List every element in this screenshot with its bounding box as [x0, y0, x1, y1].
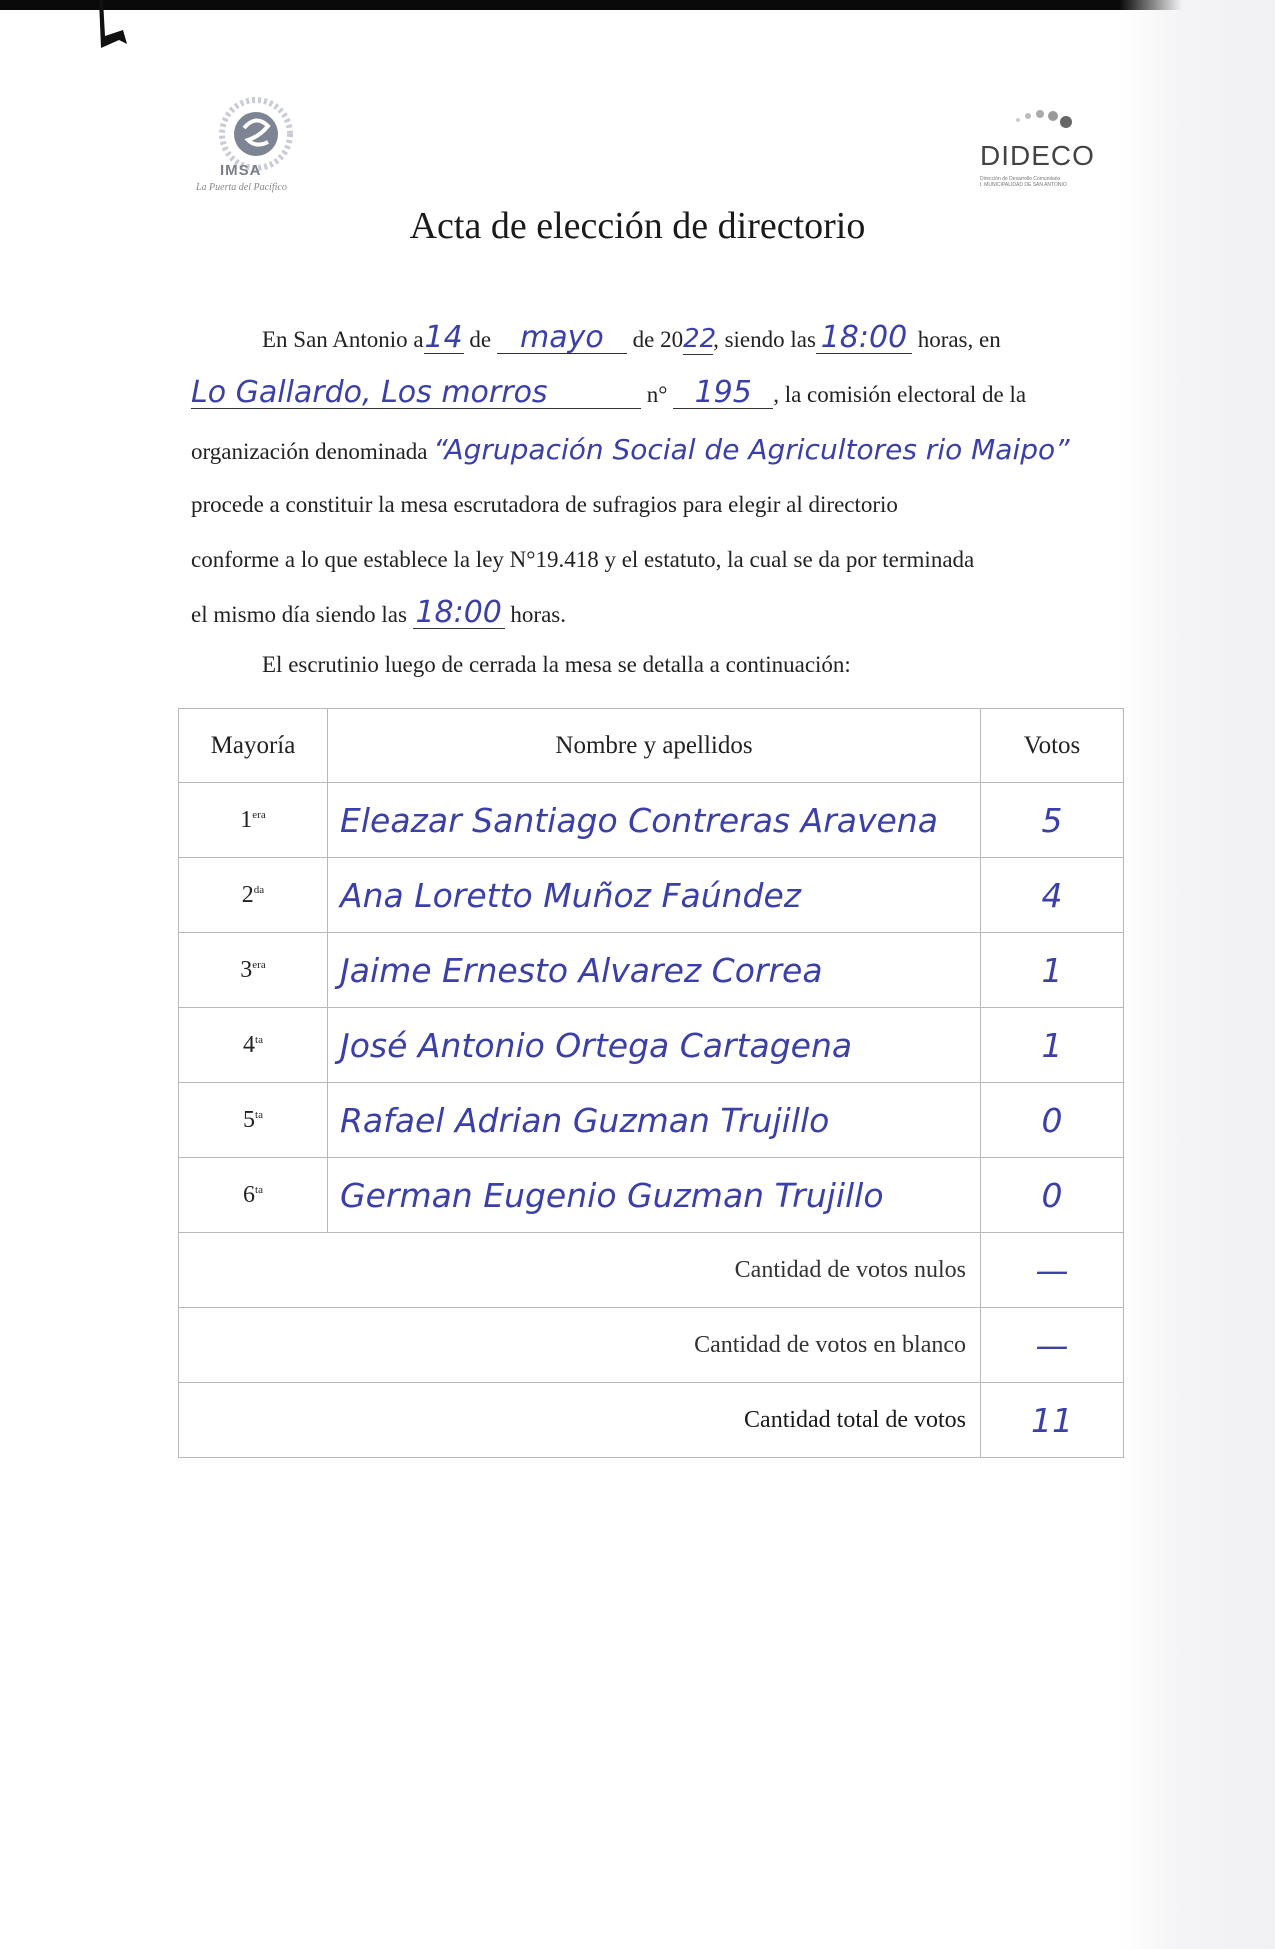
rank-cell: [179, 858, 328, 933]
candidate-name: Ana Loretto Muñoz Faúndez: [328, 858, 981, 933]
rank-number: 1: [240, 806, 253, 833]
year-field: 22: [683, 324, 717, 354]
blank-votes-row: [179, 1308, 1124, 1383]
results-table: [178, 708, 1124, 1458]
table-row: [179, 1083, 1124, 1158]
candidate-votes: 5: [981, 783, 1124, 858]
rank-number: 6: [243, 1181, 256, 1208]
header-votos: Votos: [981, 709, 1124, 783]
text-siendo-las: , siendo las: [713, 327, 816, 352]
rank-suffix: era: [252, 958, 266, 971]
para-line-5: conforme a lo que establece la ley N°19.418 y el estatuto, la cual se da por terminada: [191, 547, 975, 572]
total-votes-label: Cantidad total de votos: [179, 1383, 981, 1458]
rank-number: 3: [240, 956, 253, 983]
candidate-votes: 4: [981, 858, 1124, 933]
candidate-votes: 1: [981, 933, 1124, 1008]
table-row: [179, 783, 1124, 858]
imsa-tagline: La Puerta del Pacífico: [196, 182, 287, 193]
candidate-votes: 1: [981, 1008, 1124, 1083]
start-time-field: 18:00: [816, 323, 912, 354]
text-de: de: [469, 327, 492, 352]
candidate-name: Rafael Adrian Guzman Trujillo: [328, 1083, 981, 1158]
table-header-row: [179, 709, 1124, 783]
dideco-sub-2: I. MUNICIPALIDAD DE SAN ANTONIO: [980, 182, 1067, 188]
blank-votes-label: Cantidad de votos en blanco: [179, 1308, 981, 1383]
null-votes-label: Cantidad de votos nulos: [179, 1233, 981, 1308]
para-line-6: [191, 587, 1108, 642]
day-field: 14: [424, 320, 463, 355]
rank-number: 4: [243, 1031, 256, 1058]
rank-cell: [179, 933, 328, 1008]
number-field: 195: [673, 378, 773, 409]
candidate-name: Jaime Ernesto Alvarez Correa: [328, 933, 981, 1008]
header-nombre: Nombre y apellidos: [328, 709, 981, 783]
rank-suffix: ta: [255, 1108, 263, 1121]
text-horas: horas.: [510, 602, 566, 627]
candidate-name: José Antonio Ortega Cartagena: [328, 1008, 981, 1083]
scan-corner-mark: [97, 0, 133, 60]
table-row: [179, 1158, 1124, 1233]
rank-suffix: ta: [255, 1183, 263, 1196]
rank-suffix: era: [252, 808, 266, 821]
table-row: [179, 1008, 1124, 1083]
table-row: [179, 858, 1124, 933]
candidate-name: German Eugenio Guzman Trujillo: [328, 1158, 981, 1233]
month-field: mayo: [497, 323, 627, 354]
organization-field: “Agrupación Social de Agricultores rio Maipo”: [433, 433, 1070, 466]
text-de-20: de 20: [632, 327, 684, 352]
imsa-logo-text: IMSA: [220, 162, 262, 179]
candidate-name: Eleazar Santiago Contreras Aravena: [328, 783, 981, 858]
scan-edge: [0, 0, 1275, 10]
page-shadow: [1120, 0, 1275, 1949]
para-line-2: [191, 367, 1108, 422]
dideco-logo-subtitle: [980, 176, 1110, 188]
para-line-4: procede a constituir la mesa escrutadora de sufragios para elegir al directorio: [191, 492, 898, 517]
rank-number: 2: [241, 881, 254, 908]
para-line-3: [191, 422, 1191, 479]
end-time-field: 18:00: [413, 598, 505, 629]
scrutiny-intro: El escrutinio luego de cerrada la mesa se detalla a continuación:: [262, 652, 851, 677]
candidate-votes: 0: [981, 1158, 1124, 1233]
rank-suffix: ta: [255, 1033, 263, 1046]
total-votes-value: 11: [981, 1383, 1124, 1458]
rank-number: 5: [243, 1106, 256, 1133]
null-votes-value: —: [981, 1233, 1124, 1308]
text-horas-en: horas, en: [917, 327, 1001, 352]
dideco-sub-1: Dirección de Desarrollo Comunitario: [980, 176, 1061, 182]
text-numero: n°: [646, 382, 668, 407]
rank-cell: [179, 783, 328, 858]
para-line-1: [262, 312, 1112, 367]
total-votes-row: [179, 1383, 1124, 1458]
header-mayoria: Mayoría: [179, 709, 328, 783]
rank-cell: [179, 1008, 328, 1083]
table-row: [179, 933, 1124, 1008]
street-field: Lo Gallardo, Los morros: [191, 378, 641, 409]
blank-votes-value: —: [981, 1308, 1124, 1383]
document-title: Acta de elección de directorio: [409, 205, 866, 247]
null-votes-row: [179, 1233, 1124, 1308]
candidate-votes: 0: [981, 1083, 1124, 1158]
text-comision: , la comisión electoral de la: [773, 382, 1027, 407]
rank-cell: [179, 1083, 328, 1158]
text-en-san-antonio: En San Antonio a: [262, 327, 424, 352]
text-el-mismo-dia: el mismo día siendo las: [191, 602, 407, 627]
rank-cell: [179, 1158, 328, 1233]
rank-suffix: da: [253, 883, 265, 896]
dideco-logo-text: DIDECO: [980, 140, 1095, 171]
text-organizacion: organización denominada: [191, 439, 428, 464]
